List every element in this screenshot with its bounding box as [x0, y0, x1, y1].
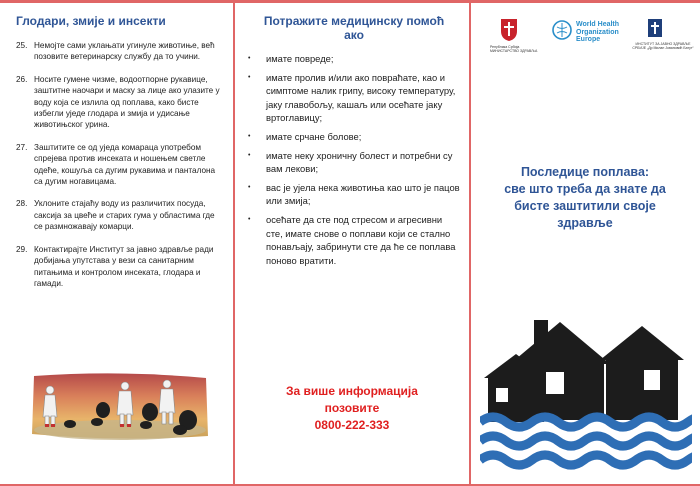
bullet-text: вас је ујела нека животиња као што је пацов или змија; [266, 181, 460, 207]
logo-row [490, 18, 694, 68]
institute-caption: ИНСТИТУТ ЗА ЈАВНО ЗДРАВЉЕ СРБИЈЕ „Др Милан Јовановић Батут“ [632, 42, 694, 50]
panel1-heading: Глодари, змије и инсекти [16, 14, 166, 28]
bullet-icon: • [248, 183, 251, 191]
bullet-text: имате повреде; [266, 53, 334, 64]
item-number: 28. [16, 199, 28, 209]
bullet-icon: • [248, 151, 251, 159]
bullet-text: имате срчане болове; [266, 130, 362, 142]
bullet-icon: • [248, 215, 251, 223]
item-number: 26. [16, 74, 28, 84]
item-number: 29. [16, 244, 28, 254]
who-logo-text: World Health Organization Europe [576, 21, 620, 43]
list-item [248, 130, 460, 144]
item-number: 25. [16, 41, 28, 50]
list-item [16, 74, 224, 131]
panel-cover [470, 0, 700, 486]
symptom-list [248, 52, 460, 267]
who-emblem-icon [552, 20, 572, 40]
item-text: Контактирајте Институт за јавно здравље ради добијања упутстава у вези са санитарним питањима и контролом инсеката, глодара и гамади. [34, 244, 214, 288]
item-text: Носите гумене чизме, водоотпорне рукавице, заштитне наочари и маску за лице ако улазите у воду која се излила од поплава, како бисте избегли уједе глодара и змија и удисање животињског урина. [34, 74, 220, 130]
brochure-title: Последице поплава: све што треба да знате да бисте заштитили своје здравље [504, 165, 666, 230]
panel2-heading: Потражите медицинску помоћ ако [263, 14, 445, 42]
bullet-icon: • [248, 55, 251, 62]
info-line2: позовите [324, 401, 380, 415]
bullet-text: осећате да сте под стресом и агресивни сте, имате снове о поплави који се стално понављају, забринути сте да ће се поплава поново вратити. [266, 213, 456, 266]
ministry-caption: Република Србија МИНИСТАРСТВО ЗДРАВЉА [490, 45, 538, 53]
list-item [248, 213, 460, 267]
list-item [16, 142, 224, 188]
item-text: Немојте сами уклањати угинуле животиње, већ позовите ветеринарску службу да то учини. [34, 41, 215, 62]
item-text: Уклоните стајаћу воду из различитих посуда, саксија за цвеће и старих гума у областима где се размножавају комарци. [34, 199, 215, 232]
bullet-text: имате неку хроничну болест и потребни су вам лекови; [266, 149, 453, 175]
list-item [248, 52, 460, 66]
item-text: Заштитите се од уједа комараца употребом спрејева против инсеката и ношењем светле одеће, кошуља са дугим рукавима и панталона са дугим ногавицама. [34, 142, 216, 187]
bullet-text: имате пролив и/или ако повраћате, као и симптоме налик грипу, високу температуру, јаку главобољу, кашаљ или осећате јаку вртоглавицу; [266, 71, 456, 124]
serbia-coat-of-arms-icon [500, 18, 518, 42]
list-item [248, 149, 460, 176]
list-item [248, 181, 460, 208]
contact-info [234, 383, 470, 434]
bullet-icon: • [248, 132, 251, 140]
item-number: 27. [16, 142, 28, 152]
advice-list [16, 40, 224, 289]
flooded-houses-illustration [480, 304, 692, 480]
list-item [248, 71, 460, 125]
list-item [16, 40, 224, 63]
bullet-icon: • [248, 73, 251, 81]
info-line1: За више информација [286, 384, 418, 398]
phone-number: 0800-222-333 [314, 418, 390, 432]
cleanup-workers-illustration [30, 370, 210, 442]
list-item [16, 198, 224, 232]
list-item [16, 244, 224, 290]
institute-batut-logo-icon [647, 18, 663, 38]
panel-medical-help [234, 0, 470, 486]
